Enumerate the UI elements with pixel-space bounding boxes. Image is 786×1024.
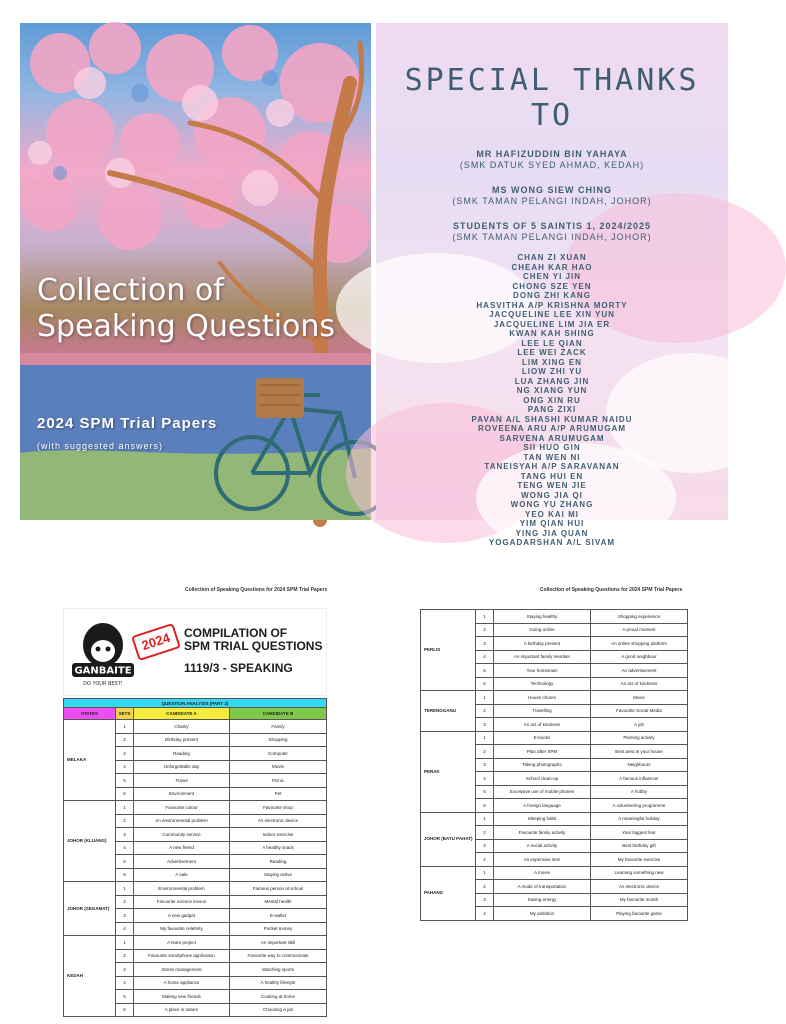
candidate-a-cell: Plan after SPM <box>494 745 591 759</box>
table-row <box>64 801 327 815</box>
table-row <box>64 936 327 950</box>
set-cell: 3 <box>116 909 134 923</box>
candidate-b-cell: Best birthday gift <box>591 839 688 853</box>
set-cell: 1 <box>476 866 494 880</box>
candidate-b-cell: A volunteering programme <box>591 799 688 813</box>
candidate-b-cell: Playing favourite game <box>591 907 688 921</box>
candidate-a-cell: Travel <box>134 774 230 788</box>
state-cell: JOHOR (KLUANG) <box>64 801 116 882</box>
candidate-a-cell: Staying healthy <box>494 610 591 624</box>
candidate-b-cell: An online shopping platform <box>591 637 688 651</box>
cover-title-line1: Collection of <box>37 273 224 308</box>
candidate-a-cell: An important family member <box>494 650 591 664</box>
student-name: TAN WEN NI <box>523 452 581 462</box>
banner-title-line1: COMPILATION OF <box>184 626 288 640</box>
set-cell: 5 <box>476 664 494 678</box>
student-name: WONG JIA QI <box>521 490 583 500</box>
compilation-banner <box>63 608 327 696</box>
set-cell: 5 <box>116 855 134 869</box>
state-cell: KEDAH <box>64 936 116 1017</box>
person-name: MS WONG SIEW CHING <box>492 185 612 195</box>
student-name: CHEN YI JIN <box>523 272 581 281</box>
person-school: (SMK TAMAN PELANGI INDAH, JOHOR) <box>452 196 652 206</box>
candidate-b-cell: Famous person at school <box>230 882 327 896</box>
candidate-a-cell: Environment <box>134 787 230 801</box>
student-name: KWAN KAH SHING <box>509 329 595 338</box>
candidate-b-cell: An electronic device <box>591 880 688 894</box>
candidate-b-cell: Pocket money <box>230 922 327 936</box>
student-name: NG XIANG YUN <box>516 386 588 395</box>
table-row <box>421 731 688 745</box>
candidate-b-cell: A hobby <box>591 785 688 799</box>
student-name: TANG HUI EN <box>520 471 584 481</box>
candidate-a-cell: Favourite family activity <box>494 826 591 840</box>
candidate-b-cell: Learning something new <box>591 866 688 880</box>
student-name: JACQUELINE LEE XIN YUN <box>489 310 615 319</box>
candidate-b-cell: Staying active <box>230 868 327 882</box>
table-row <box>64 882 327 896</box>
candidate-a-cell: Travelling <box>494 704 591 718</box>
candidate-b-cell: An electronic device <box>230 814 327 828</box>
cover-note: (with suggested answers) <box>37 441 164 451</box>
group-name: STUDENTS OF 5 SAINTIS 1, 2024/2025 <box>452 221 652 231</box>
cover-page <box>20 23 371 520</box>
candidate-a-cell: Favourite smartphone application <box>134 949 230 963</box>
candidate-b-cell: An act of kindness <box>591 677 688 691</box>
candidate-b-cell: An advertisement <box>591 664 688 678</box>
candidate-b-cell: Best area in your house <box>591 745 688 759</box>
candidate-b-cell: A meaningful holiday <box>591 812 688 826</box>
candidate-a-cell: Favourite colour <box>134 801 230 815</box>
candidate-b-cell: An important skill <box>230 936 327 950</box>
set-cell: 6 <box>116 787 134 801</box>
student-name: TENG WEN JIE <box>517 481 587 490</box>
set-cell: 5 <box>476 785 494 799</box>
set-cell: 6 <box>476 799 494 813</box>
student-name: SII HUO GIN <box>523 443 581 452</box>
student-name: SARVENA ARUMUGAM <box>499 433 605 443</box>
student-name: LIM XING EN <box>522 357 582 367</box>
student-name: YING JIA QUAN <box>515 528 589 538</box>
ganbaite-logo-icon <box>70 619 136 689</box>
table-row <box>64 720 327 734</box>
candidate-b-cell: Cooking at home <box>230 990 327 1004</box>
candidate-a-cell: A social activity <box>494 839 591 853</box>
set-cell: 1 <box>476 731 494 745</box>
candidate-a-cell: Community service <box>134 828 230 842</box>
student-name: HASVITHA A/P KRISHNA MORTY <box>476 300 628 310</box>
thanks-group <box>376 221 728 243</box>
candidate-a-cell: Advertisement <box>134 855 230 869</box>
candidate-a-cell: Reading <box>134 747 230 761</box>
header-candidate-b: CANDIDATE B <box>230 708 327 720</box>
set-cell: 3 <box>476 758 494 772</box>
candidate-b-cell: Family <box>230 720 327 734</box>
set-cell: 5 <box>116 774 134 788</box>
set-cell: 3 <box>116 963 134 977</box>
candidate-b-cell: Music <box>591 691 688 705</box>
candidate-a-cell: A home appliance <box>134 976 230 990</box>
candidate-b-cell: A job <box>591 718 688 732</box>
candidate-a-cell: My ambition <box>494 907 591 921</box>
person-school: (SMK DATUK SYED AHMAD, KEDAH) <box>459 160 645 170</box>
thanks-heading: SPECIAL THANKS TO <box>404 63 700 133</box>
candidate-a-cell: A team project <box>134 936 230 950</box>
candidate-b-cell: A proud moment <box>591 623 688 637</box>
banner-title <box>184 627 322 653</box>
thanks-person-1 <box>376 149 728 171</box>
candidate-a-cell: Your hometown <box>494 664 591 678</box>
set-cell: 3 <box>476 839 494 853</box>
student-name: LEE LE QIAN <box>521 338 583 348</box>
person-name: MR HAFIZUDDIN BIN YAHAYA <box>476 149 628 159</box>
candidate-b-cell: My favourite month <box>591 893 688 907</box>
state-cell: JOHOR (BATU PAHAT) <box>421 812 476 866</box>
set-cell: 4 <box>116 760 134 774</box>
candidate-a-cell: A birthday present <box>494 637 591 651</box>
header-states: STATES <box>64 708 116 720</box>
candidate-a-cell: Environmental problem <box>134 882 230 896</box>
set-cell: 4 <box>476 650 494 664</box>
set-cell: 1 <box>116 936 134 950</box>
set-cell: 3 <box>116 828 134 842</box>
set-cell: 2 <box>476 826 494 840</box>
candidate-b-cell: Planting activity <box>591 731 688 745</box>
candidate-a-cell: School clean-up <box>494 772 591 786</box>
state-cell: TERENGGANU <box>421 691 476 732</box>
student-name: ONG XIN RU <box>523 395 581 405</box>
set-cell: 6 <box>116 868 134 882</box>
candidate-a-cell: Sleeping habit <box>494 812 591 826</box>
candidate-a-cell: Unforgettable day <box>134 760 230 774</box>
header-sets: SETS <box>116 708 134 720</box>
set-cell: 2 <box>476 704 494 718</box>
year-badge: 2024 <box>131 623 181 661</box>
set-cell: 3 <box>116 747 134 761</box>
student-name: PANG ZIXI <box>527 405 577 414</box>
candidate-b-cell: Reading <box>230 855 327 869</box>
candidate-b-cell: Shopping experience <box>591 610 688 624</box>
candidate-b-cell: Watching sports <box>230 963 327 977</box>
set-cell: 1 <box>476 691 494 705</box>
candidate-a-cell: Going online <box>494 623 591 637</box>
candidate-a-cell: House chores <box>494 691 591 705</box>
state-cell: PERAK <box>421 731 476 812</box>
set-cell: 3 <box>476 893 494 907</box>
candidate-b-cell: Choosing a job <box>230 1003 327 1017</box>
candidate-b-cell: Favourite way to communicate <box>230 949 327 963</box>
set-cell: 1 <box>116 720 134 734</box>
set-cell: 2 <box>116 895 134 909</box>
question-analysis-table-right <box>420 609 688 921</box>
candidate-a-cell: A new friend <box>134 841 230 855</box>
candidate-a-cell: A place in nature <box>134 1003 230 1017</box>
set-cell: 2 <box>476 880 494 894</box>
logo-text: GANBAITE <box>74 665 132 677</box>
student-name: LIOW ZHI YU <box>521 367 583 376</box>
candidate-b-cell: Shopping <box>230 733 327 747</box>
candidate-a-cell: An expensive item <box>494 853 591 867</box>
set-cell: 2 <box>116 949 134 963</box>
set-cell: 3 <box>476 718 494 732</box>
candidate-a-cell: Making new friends <box>134 990 230 1004</box>
candidate-a-cell: E-books <box>494 731 591 745</box>
set-cell: 4 <box>476 907 494 921</box>
candidate-a-cell: Charity <box>134 720 230 734</box>
student-name: YIM QIAN HUI <box>519 519 585 528</box>
candidate-a-cell: Birthday present <box>134 733 230 747</box>
set-cell: 1 <box>476 610 494 624</box>
cover-title <box>37 273 367 345</box>
set-cell: 1 <box>116 882 134 896</box>
banner-title-line2: SPM TRIAL QUESTIONS <box>184 639 323 653</box>
candidate-b-cell: Mental health <box>230 895 327 909</box>
student-list <box>376 253 728 548</box>
candidate-a-cell: A foreign language <box>494 799 591 813</box>
question-analysis-table-left <box>63 698 327 1017</box>
candidate-b-cell: Movie <box>230 760 327 774</box>
candidate-a-cell: Saving energy <box>494 893 591 907</box>
set-cell: 3 <box>476 637 494 651</box>
candidate-a-cell: Excessive use of mobile phones <box>494 785 591 799</box>
candidate-b-cell: Indoor exercise <box>230 828 327 842</box>
set-cell: 5 <box>116 990 134 1004</box>
set-cell: 2 <box>476 623 494 637</box>
candidate-a-cell: A mode of transportation <box>494 880 591 894</box>
candidate-b-cell: Pet <box>230 787 327 801</box>
state-cell: PAHANG <box>421 866 476 920</box>
set-cell: 2 <box>116 814 134 828</box>
table-row <box>421 812 688 826</box>
candidate-a-cell: An act of kindness <box>494 718 591 732</box>
candidate-b-cell: Picnic <box>230 774 327 788</box>
candidate-b-cell: E-wallet <box>230 909 327 923</box>
candidate-a-cell: An environmental problem <box>134 814 230 828</box>
candidate-b-cell: Favourite shop <box>230 801 327 815</box>
candidate-a-cell: A sale <box>134 868 230 882</box>
student-name: CHAN ZI XUAN <box>517 253 587 262</box>
candidate-b-cell: A healthy snack <box>230 841 327 855</box>
candidate-b-cell: Neighbours <box>591 758 688 772</box>
set-cell: 6 <box>116 1003 134 1017</box>
cover-subtitle: 2024 SPM Trial Papers <box>37 415 218 432</box>
set-cell: 4 <box>476 772 494 786</box>
candidate-b-cell: A healthy lifestyle <box>230 976 327 990</box>
set-cell: 2 <box>476 745 494 759</box>
set-cell: 1 <box>116 801 134 815</box>
candidate-a-cell: Favourite science lesson <box>134 895 230 909</box>
candidate-a-cell: My favourite celebrity <box>134 922 230 936</box>
page-header-left: Collection of Speaking Questions for 2024 SPM Trial Papers <box>185 587 328 593</box>
set-cell: 2 <box>116 733 134 747</box>
candidate-a-cell: A new gadget <box>134 909 230 923</box>
set-cell: 4 <box>476 853 494 867</box>
candidate-b-cell: My favourite exercise <box>591 853 688 867</box>
candidate-b-cell: A famous influencer <box>591 772 688 786</box>
student-name: LEE WEI ZACK <box>517 348 587 357</box>
table-row <box>421 610 688 624</box>
table-row <box>421 691 688 705</box>
student-name: YEO KAI MI <box>524 509 579 519</box>
table-caption: QUESTION ANALYSIS (PART 2) <box>64 699 327 708</box>
cover-title-line2: Speaking Questions <box>37 309 336 344</box>
candidate-a-cell: Stress management <box>134 963 230 977</box>
set-cell: 4 <box>116 976 134 990</box>
page-header-right: Collection of Speaking Questions for 2024 SPM Trial Papers <box>540 587 683 593</box>
student-name: ROVEENA ARU A/P ARUMUGAM <box>477 424 626 433</box>
group-school: (SMK TAMAN PELANGI INDAH, JOHOR) <box>452 232 652 242</box>
thanks-person-2 <box>376 185 728 207</box>
subject-code: 1119/3 - SPEAKING <box>184 661 293 675</box>
candidate-b-cell: Your biggest fear <box>591 826 688 840</box>
set-cell: 4 <box>116 841 134 855</box>
special-thanks-page <box>376 23 728 547</box>
state-cell: JOHOR (SEGAMAT) <box>64 882 116 936</box>
student-name: CHEAH KAR HAO <box>511 262 593 272</box>
student-name: WONG YU ZHANG <box>510 500 594 509</box>
student-name: CHONG SZE YEN <box>512 281 592 291</box>
student-name: JACQUELINE LIM JIA ER <box>493 319 611 329</box>
student-name: YOGADARSHAN A/L SIVAM <box>488 538 616 547</box>
student-name: DONG ZHI KANG <box>513 291 591 300</box>
candidate-b-cell: A good neighbour <box>591 650 688 664</box>
set-cell: 1 <box>476 812 494 826</box>
table-row <box>421 866 688 880</box>
candidate-b-cell: Computer <box>230 747 327 761</box>
state-cell: PERLIS <box>421 610 476 691</box>
student-name: PAVAN A/L SHASHI KUMAR NAIDU <box>471 414 633 424</box>
candidate-a-cell: Taking photographs <box>494 758 591 772</box>
candidate-a-cell: A movie <box>494 866 591 880</box>
candidate-a-cell: Technology <box>494 677 591 691</box>
set-cell: 4 <box>116 922 134 936</box>
candidate-b-cell: Favourite Social Media <box>591 704 688 718</box>
header-candidate-a: CANDIDATE A <box>134 708 230 720</box>
student-name: TANEISYAH A/P SARAVANAN <box>484 462 620 471</box>
state-cell: MELAKA <box>64 720 116 801</box>
logo-subtext: DO YOUR BEST! <box>83 681 123 687</box>
set-cell: 6 <box>476 677 494 691</box>
student-name: LUA ZHANG JIN <box>514 376 590 386</box>
